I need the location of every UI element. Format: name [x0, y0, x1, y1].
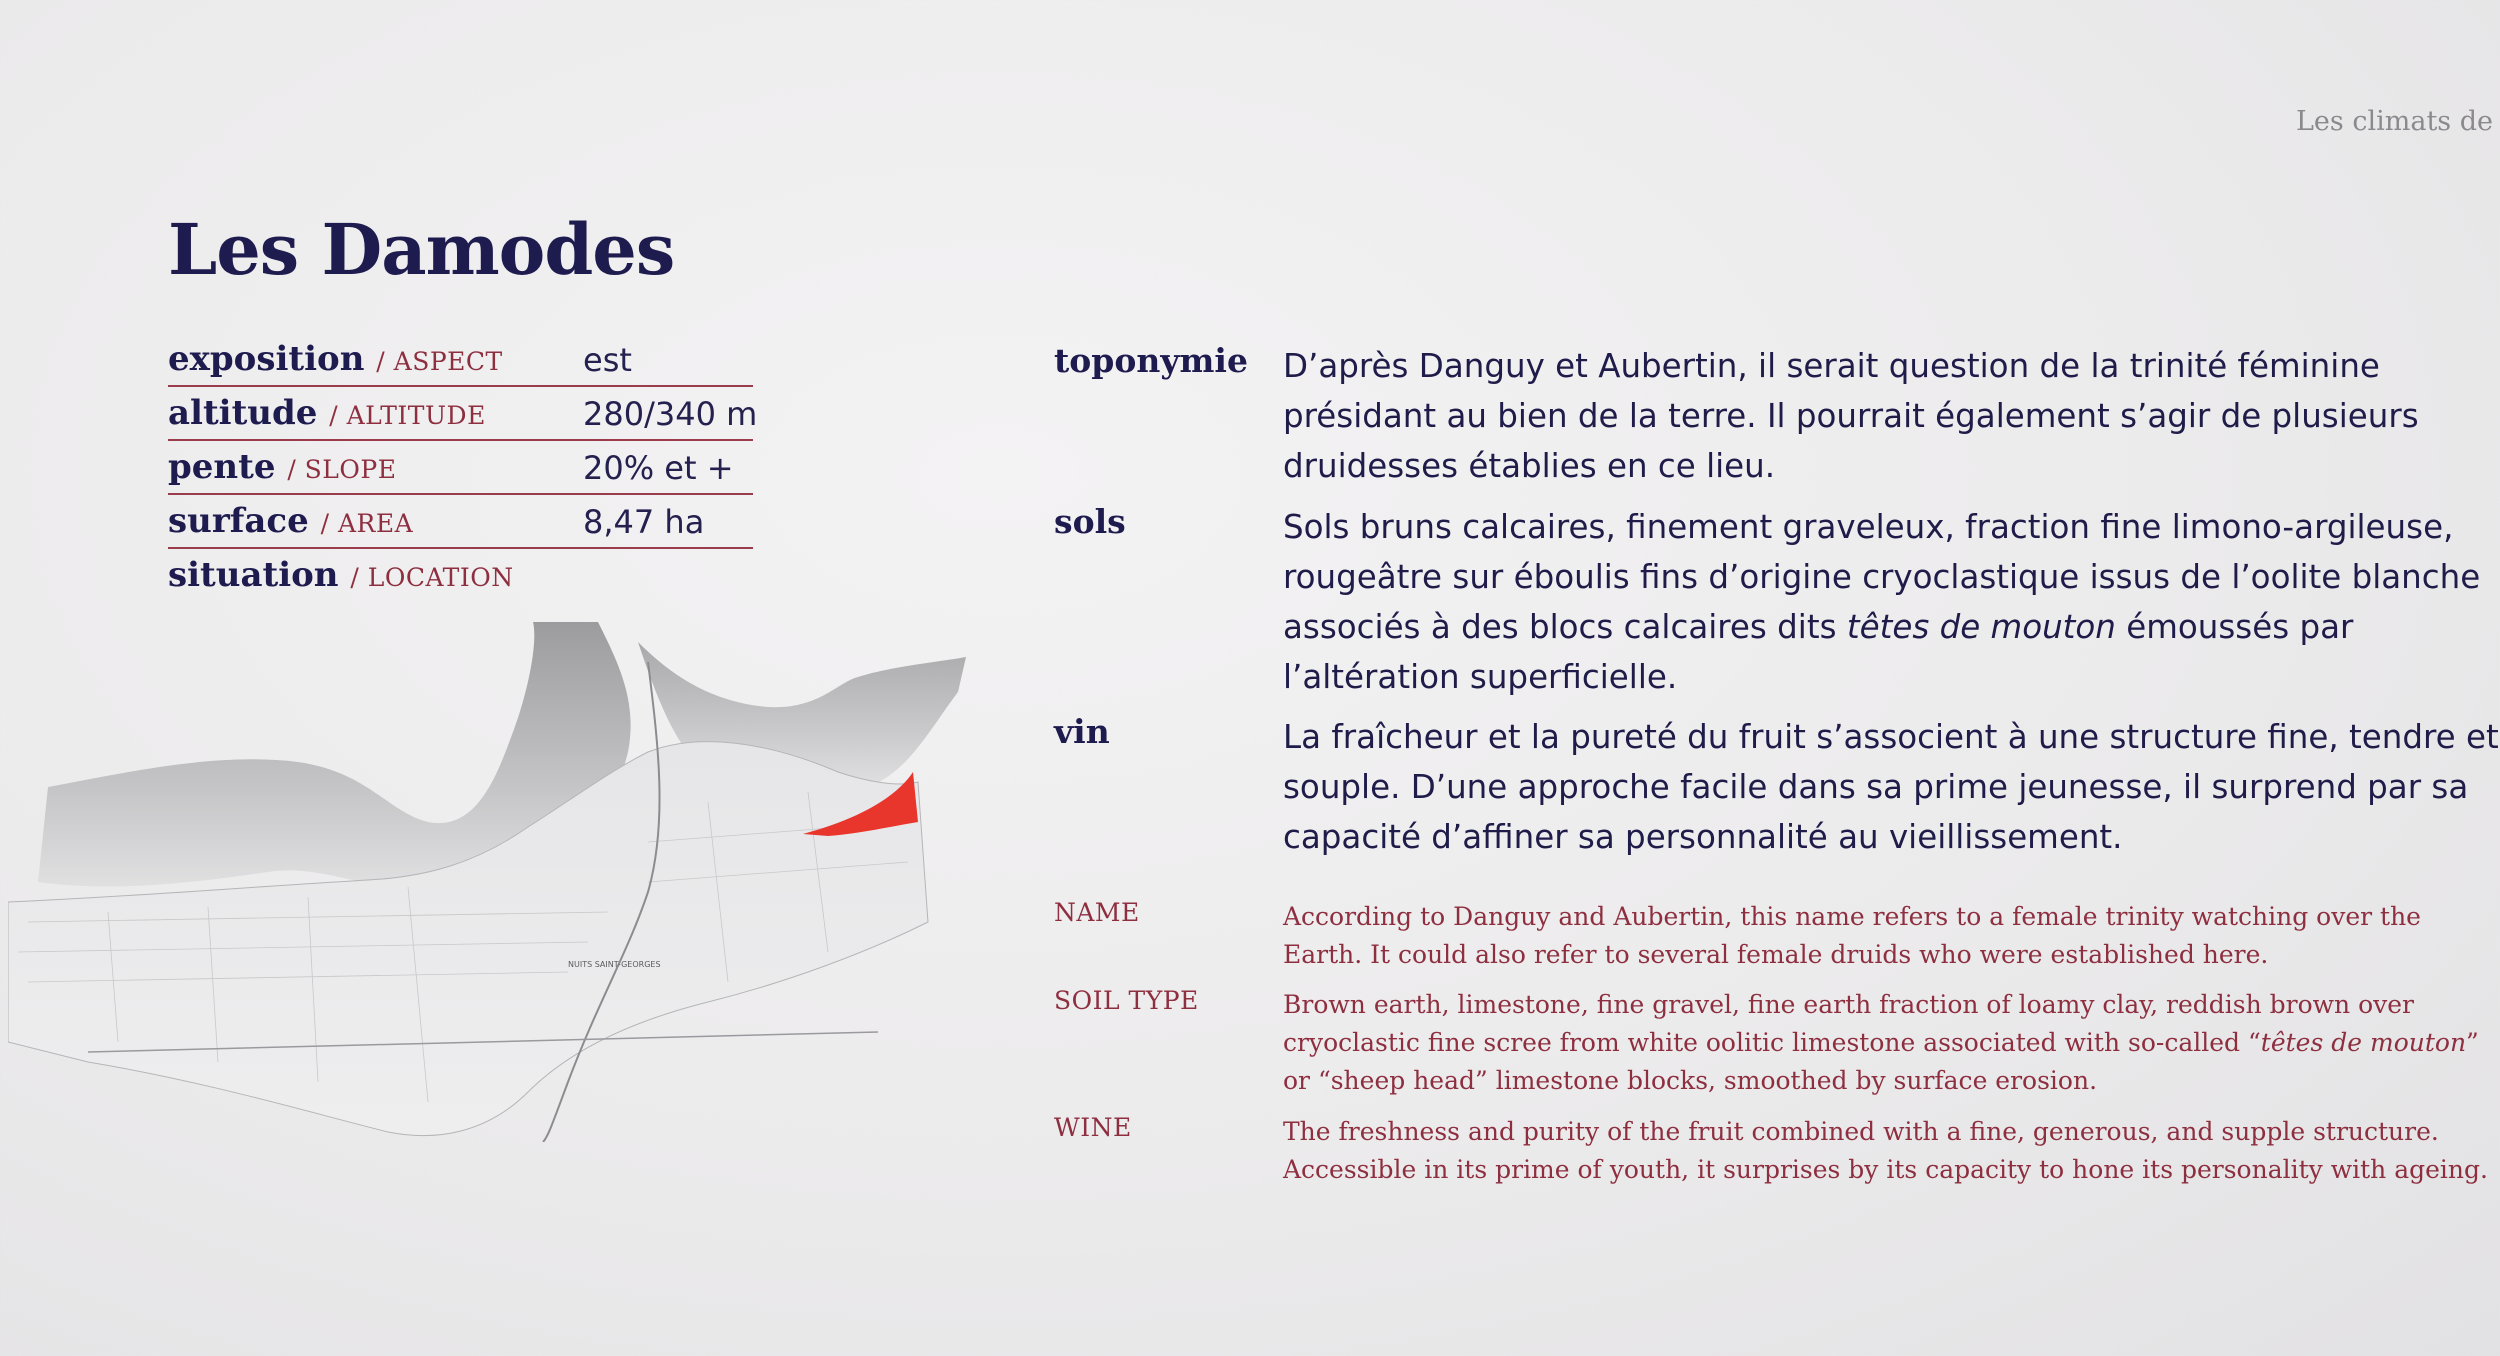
fr-text-vin: La fraîcheur et la pureté du fruit s’associent à une structure fine, tendre et souple. D’une approche facile dans sa prime jeunesse, il surprend par sa capacité d’affiner sa personnalité au vieillissement.: [1283, 718, 2499, 856]
spec-label-fr: altitude: [168, 393, 318, 433]
spec-label-en: / ASPECT: [376, 347, 503, 376]
spec-label-fr: situation: [168, 555, 339, 595]
en-text-name: According to Danguy and Aubertin, this name refers to a female trinity watching over the Earth. It could also refer to several female druids who were established here.: [1283, 902, 2421, 969]
spec-value: 280/340 m: [583, 395, 758, 433]
spec-row-situation: [168, 549, 753, 601]
en-term-name: NAME: [1054, 898, 1140, 927]
spec-row-surface: [168, 495, 753, 549]
spec-label-fr: surface: [168, 501, 309, 541]
fr-term-toponymie: toponymie: [1054, 341, 1248, 380]
en-text-soil-part: Brown earth, limestone, fine gravel, fine earth fraction of loamy clay, reddish brown over cryoclastic fine scree from white oolitic limestone associated with so-called “: [1283, 990, 2414, 1057]
spec-value: 8,47 ha: [583, 503, 705, 541]
spec-label-en: / SLOPE: [287, 455, 397, 484]
fr-term-sols: sols: [1054, 502, 1126, 541]
en-text-soil-italic: têtes de mouton: [2260, 1028, 2467, 1057]
spec-value: 20% et +: [583, 449, 734, 487]
en-term-soil: SOIL TYPE: [1054, 986, 1199, 1015]
spec-label: [168, 393, 486, 433]
spec-label-en: / LOCATION: [350, 563, 514, 592]
fr-term-vin: vin: [1054, 712, 1110, 751]
spec-label: [168, 501, 413, 541]
spec-row-pente: [168, 441, 753, 495]
en-term-wine: WINE: [1054, 1113, 1132, 1142]
spec-row-altitude: [168, 387, 758, 441]
fr-text-toponymie: D’après Danguy et Aubertin, il serait question de la trinité féminine présidant au bien de la terre. Il pourrait également s’agir de plusieurs druidesses établies en ce lieu.: [1283, 347, 2419, 485]
spec-label-fr: pente: [168, 447, 276, 487]
en-text-soil: [1283, 986, 2500, 1100]
specs-table: [168, 333, 758, 601]
map-town-label: NUITS SAINT-GEORGES: [568, 960, 661, 969]
fr-text-sols-italic: têtes de mouton: [1846, 608, 2116, 646]
series-title: Les climats de: [2296, 106, 2493, 137]
spec-label-en: / ALTITUDE: [329, 401, 486, 430]
page-title: Les Damodes: [168, 208, 675, 291]
fr-text-sols-part: Sols bruns calcaires, finement graveleux, fraction fine limono-argileuse, rougeâtre sur éboulis fins d’origine cryoclastique issus de l’oolite blanche associés à des blocs calcaires dits: [1283, 508, 2481, 646]
spec-label-fr: exposition: [168, 339, 365, 379]
en-text-wine: The freshness and purity of the fruit combined with a fine, generous, and supple structure. Accessible in its prime of youth, it surprises by its capacity to hone its personality with ageing.: [1283, 1117, 2488, 1184]
location-map: [8, 622, 968, 1142]
spec-label: [168, 447, 396, 487]
spec-label: [168, 339, 503, 379]
fr-text-sols-part: émoussés par l’altération superficielle.: [1283, 608, 2354, 696]
spec-value: est: [583, 341, 632, 379]
fr-text-sols: [1283, 502, 2500, 702]
en-text-soil-part: ” or “sheep head” limestone blocks, smoothed by surface erosion.: [1283, 1028, 2479, 1095]
spec-label-en: / AREA: [320, 509, 414, 538]
spec-row-exposition: [168, 333, 753, 387]
spec-label: [168, 555, 514, 595]
